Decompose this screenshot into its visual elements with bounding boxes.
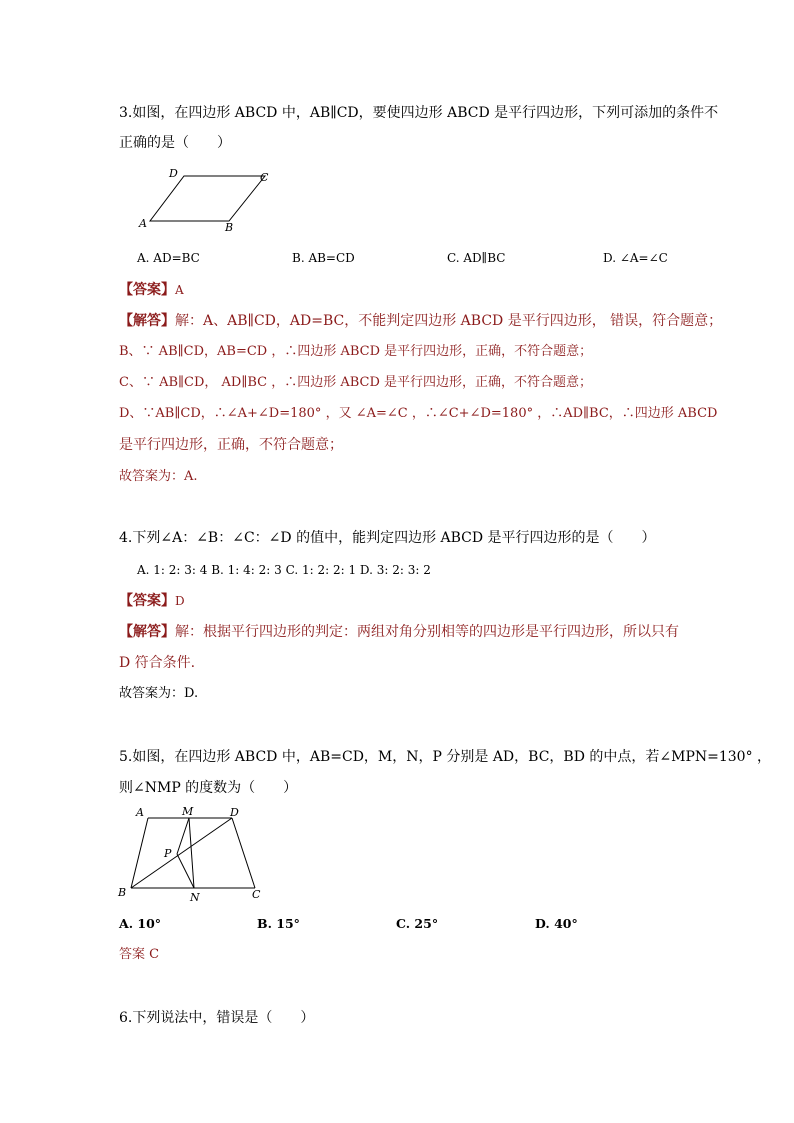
q5-answer: 答案 C (119, 947, 160, 962)
q4-analysis-text-1: 解：根据平行四边形的判定：两组对角分别相等的四边形是平行四边形，所以只有 (175, 624, 679, 640)
q3-analysis-line-4: D、∵AB∥CD，∴∠A+∠D=180° ，又 ∠A=∠C ，∴∠C+∠D=180° ，∴AD∥BC，∴四边形 ABCD (119, 406, 718, 421)
q4-options: A. 1: 2: 3: 4 B. 1: 4: 2: 3 C. 1: 2: 2: 1 D. 3: 2: 3: 2 (137, 563, 431, 577)
q3-label-c: C (260, 171, 269, 184)
q3-analysis-line-3: C、∵ AB∥CD， AD∥BC ，∴四边形 ABCD 是平行四边形，正确，不符合题意； (119, 375, 593, 390)
q3-option-d: D. ∠A=∠C (603, 251, 668, 265)
q3-stem-line-1: 3.如图，在四边形 ABCD 中，AB∥CD，要使四边形 ABCD 是平行四边形，下列可添加的条件不 (119, 105, 719, 121)
q3-option-b: B. AB=CD (292, 251, 355, 265)
q4-answer-tag: 【答案】 (119, 593, 175, 609)
q5-quadrilateral-figure (116, 804, 268, 906)
q5-stem-line-1: 5.如图，在四边形 ABCD 中，AB=CD，M，N，P 分别是 AD，BC，BD 的中点，若∠MPN=130° ， (119, 749, 772, 765)
q3-label-a: A (139, 217, 147, 230)
q4-answer (119, 591, 185, 611)
q5-option-b: B. 15° (257, 916, 300, 931)
q5-stem-line-2: 则∠NMP 的度数为（ ） (119, 780, 298, 796)
q3-answer-tag: 【答案】 (119, 282, 175, 298)
q3-analysis-tag: 【解答】 (119, 313, 175, 329)
q5-option-d: D. 40° (535, 916, 578, 931)
q4-analysis-line-2: D 符合条件. (119, 655, 196, 671)
q3-analysis-line-2: B、∵ AB∥CD，AB=CD ，∴四边形 ABCD 是平行四边形，正确，不符合题意； (119, 344, 593, 359)
q3-label-d: D (169, 167, 178, 180)
q6-stem: 6.下列说法中，错误是（ ） (119, 1010, 315, 1026)
q3-option-c: C. AD∥BC (447, 251, 506, 265)
q4-analysis-tag: 【解答】 (119, 624, 175, 640)
q5-label-d: D (230, 806, 239, 819)
q3-analysis-text-1: 解：A、AB∥CD，AD=BC，不能判定四边形 ABCD 是平行四边形， 错误，符合题意； (175, 313, 723, 329)
q5-label-c: C (252, 888, 261, 901)
q3-option-a: A. AD=BC (137, 251, 200, 265)
q3-analysis-line-5: 是平行四边形，正确，不符合题意； (119, 437, 343, 453)
q3-parallelogram-figure (135, 165, 280, 233)
q5-label-b: B (118, 886, 127, 899)
q4-stem: 4.下列∠A：∠B：∠C：∠D 的值中，能判定四边形 ABCD 是平行四边形的是（ ） (119, 530, 656, 546)
q3-answer (119, 280, 184, 300)
q5-option-a: A. 10° (119, 916, 162, 931)
q4-analysis-line-1 (119, 622, 679, 642)
q3-answer-value: A (175, 283, 184, 297)
q5-option-c: C. 25° (396, 916, 439, 931)
q3-analysis-line-1 (119, 311, 722, 331)
q3-stem-line-2: 正确的是（ ） (119, 135, 231, 151)
q3-label-b: B (225, 221, 234, 233)
q5-label-m: M (182, 805, 194, 818)
q4-conclusion: 故答案为：D. (119, 686, 199, 701)
q5-label-n: N (190, 891, 200, 904)
q5-label-p: P (164, 847, 172, 860)
q3-conclusion: 故答案为：A. (119, 469, 198, 484)
q5-label-a: A (136, 806, 144, 819)
q4-answer-value: D (175, 594, 185, 608)
